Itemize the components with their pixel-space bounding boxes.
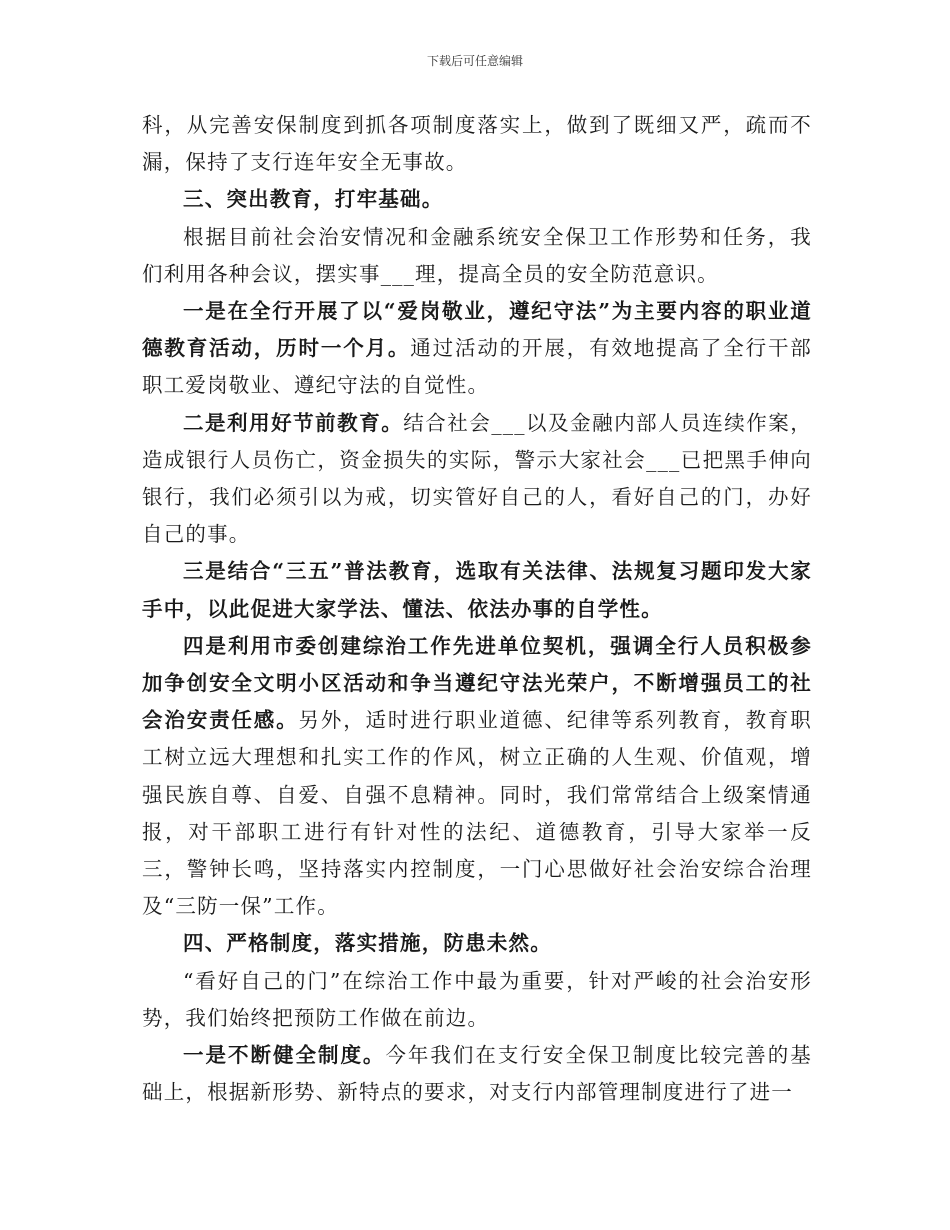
- paragraph-text: “看好自己的门”在综治工作中最为重要，针对严峻的社会治安形势，我们始终把预防工作做在前边。: [142, 968, 812, 1030]
- paragraph-text: 通过活动的开展，有效地提高了全行干部职工爱岗敬业、遵纪守法的自觉性。: [142, 336, 812, 398]
- paragraph: [142, 405, 812, 554]
- paragraph: [142, 628, 812, 926]
- paragraph-lead: 二是利用好节前教育。: [183, 410, 404, 435]
- paragraph-text: 另外，适时进行职业道德、纪律等系列教育，教育职工树立远大理想和扎实工作的作风，树立正确的人生观、价值观，增强民族自尊、自爱、自强不息精神。同时，我们常常结合上级案情通报，对干部职工进行有针对性的法纪、道德教育，引导大家举一反三，警钟长鸣，坚持落实内控制度，一门心思做好社会治安综合治理及“三防一保”工作。: [142, 708, 812, 919]
- paragraph: [142, 1037, 812, 1111]
- paragraph-continuation: [142, 107, 812, 181]
- paragraph-text: 结合社会___以及金融内部人员连续作案，造成银行人员伤亡，资金损失的实际，警示大家社会___已把黑手伸向银行，我们必须引以为戒，切实管好自己的人，看好自己的门，办好自己的事。: [142, 410, 813, 547]
- section-heading: [142, 181, 812, 218]
- section-heading: [142, 925, 812, 962]
- paragraph: [142, 553, 812, 627]
- paragraph-lead: 三是结合“三五”普法教育，选取有关法律、法规复习题印发大家手中，以此促进大家学法、懂法、依法办事的自学性。: [142, 559, 812, 621]
- paragraph-text: 根据目前社会治安情况和金融系统安全保卫工作形势和任务，我们利用各种会议，摆实事___理，提高全员的安全防范意识。: [142, 224, 812, 286]
- paragraph-lead: 一是不断健全制度。: [183, 1043, 386, 1068]
- section-heading-text: 四、严格制度，落实措施，防患未然。: [183, 931, 552, 956]
- page-header: 下载后可任意编辑: [426, 54, 523, 68]
- paragraph-lead: 一是在全行开展了以“爱岗敬业，遵纪守法”为主要内容的职业道德教育活动，历时一个月。: [142, 299, 812, 361]
- paragraph-text: 科，从完善安保制度到抓各项制度落实上，做到了既细又严，疏而不漏，保持了支行连年安全无事故。: [142, 113, 812, 175]
- paragraph: [142, 963, 812, 1037]
- document-body: [142, 107, 812, 1111]
- paragraph-lead: 四是利用市委创建综治工作先进单位契机，强调全行人员积极参加争创安全文明小区活动和争当遵纪守法光荣户，不断增强员工的社会治安责任感。: [142, 633, 812, 733]
- paragraph-text: 今年我们在支行安全保卫制度比较完善的基础上，根据新形势、新特点的要求，对支行内部管理制度进行了进一: [142, 1043, 812, 1105]
- paragraph: [142, 219, 812, 293]
- section-heading-text: 三、突出教育，打牢基础。: [183, 187, 444, 212]
- paragraph: [142, 293, 812, 405]
